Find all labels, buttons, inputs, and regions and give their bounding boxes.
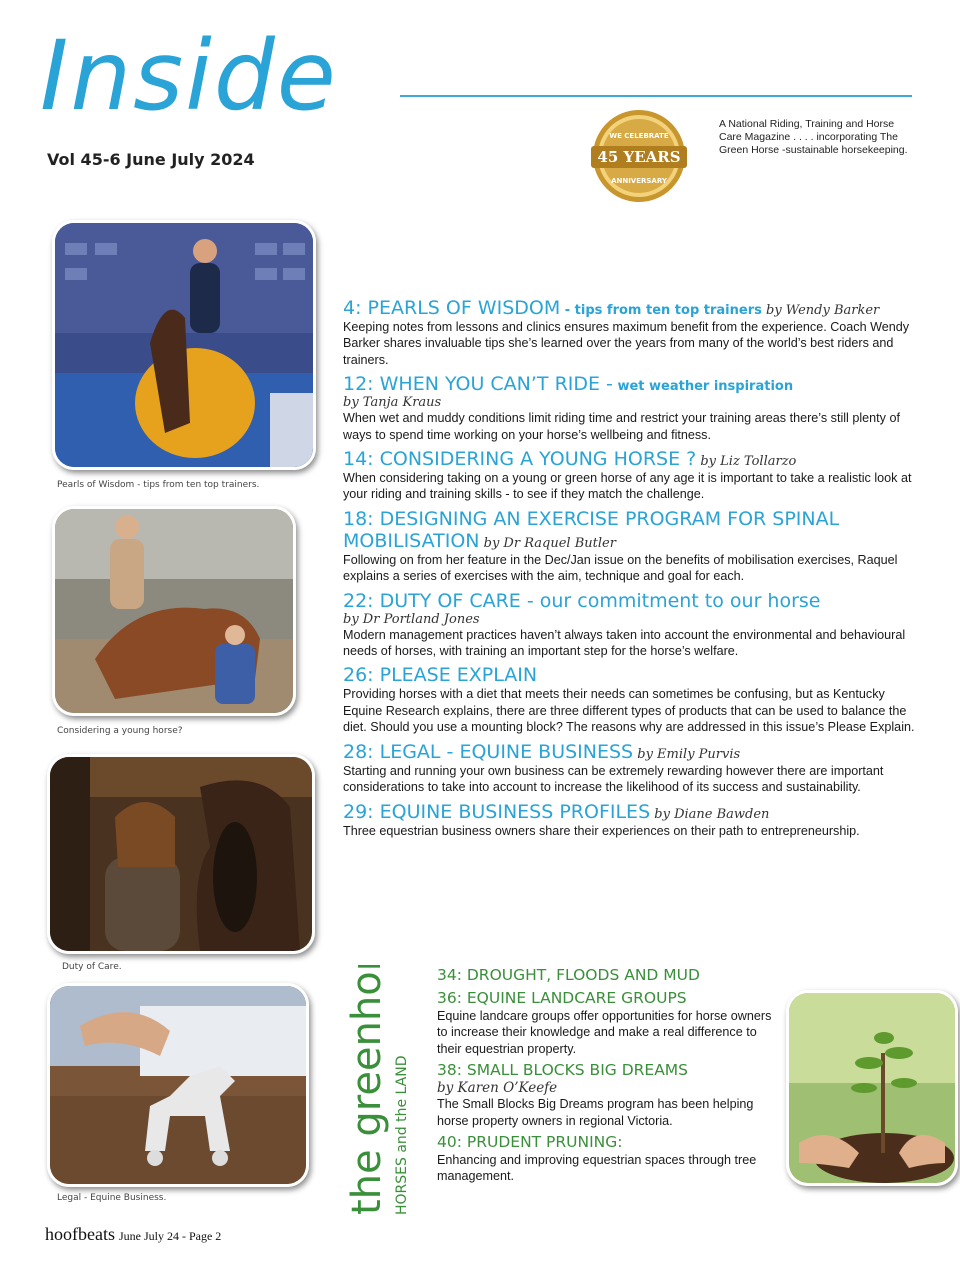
caption-pearls: Pearls of Wisdom - tips from ten top trainers. <box>57 480 260 490</box>
article-description: Following on from her feature in the Dec/Jan issue on the benefits of mobilisation exercises, Raquel explains a series of exercises with the aim, technique and goal for each. <box>343 552 898 584</box>
article-item[interactable] <box>343 508 915 585</box>
article-subtitle: - tips from ten top trainers <box>560 303 762 318</box>
article-item[interactable] <box>343 590 915 660</box>
article-description: Providing horses with a diet that meets their needs can sometimes be confusing, but as Kentucky Equine Research explains, there are three different types of products that can be used to balance the diet. Should you use a mounting block? The reasons why are addressed in this issue’s Please Explain. <box>343 687 915 735</box>
young-horse-photo <box>52 506 296 716</box>
caption-duty: Duty of Care. <box>62 962 122 972</box>
article-item[interactable] <box>343 741 915 796</box>
greenhorse-title: 34: DROUGHT, FLOODS AND MUD <box>437 966 700 984</box>
footer-page-number: June July 24 - Page 2 <box>118 1229 222 1243</box>
article-description: Modern management practices haven’t always taken into account the environmental and behavioural needs of horses, with training an important step for the horse’s welfare. <box>343 627 906 659</box>
caption-young-horse: Considering a young horse? <box>57 726 183 736</box>
article-description: Starting and running your own business can be extremely rewarding however there are important considerations to take into account to increase the likelihood of its success and sustainability. <box>343 763 884 795</box>
article-title: 26: PLEASE EXPLAIN <box>343 664 538 687</box>
greenhorse-logo-text: the greenhorse <box>344 965 390 1215</box>
issue-volume: Vol 45-6 June July 2024 <box>47 150 255 169</box>
badge-bottom-text: ANNIVERSARY <box>611 177 667 185</box>
article-author: by Emily Purvis <box>633 746 741 762</box>
greenhorse-item[interactable] <box>437 1060 777 1129</box>
badge-main-text: 45 YEARS <box>597 148 681 166</box>
greenhorse-logo <box>330 965 410 1225</box>
article-title: 18: DESIGNING AN EXERCISE PROGRAM FOR SPINAL MOBILISATION <box>343 507 840 552</box>
page-footer <box>45 1224 221 1245</box>
article-author: by Diane Bawden <box>650 806 770 822</box>
tree-planting-photo <box>786 990 958 1186</box>
article-item[interactable] <box>343 297 915 368</box>
article-list <box>343 297 915 844</box>
header-divider <box>400 95 912 97</box>
article-author: by Liz Tollarzo <box>696 454 797 470</box>
greenhorse-author: by Karen O’Keefe <box>437 1080 558 1097</box>
duty-of-care-photo <box>47 754 315 954</box>
greenhorse-item[interactable] <box>437 965 777 985</box>
greenhorse-title: 36: EQUINE LANDCARE GROUPS <box>437 989 687 1007</box>
greenhorse-description: Enhancing and improving equestrian spaces through tree management. <box>437 1153 757 1184</box>
article-item[interactable] <box>343 664 915 735</box>
footer-brand: hoofbeats <box>45 1224 115 1244</box>
article-author: by Dr Raquel Butler <box>479 535 616 551</box>
greenhorse-description: Equine landcare groups offer opportunities for horse owners to increase their knowledge and make a real difference to their equestrian property. <box>437 1009 772 1056</box>
caption-legal: Legal - Equine Business. <box>57 1193 167 1203</box>
article-item[interactable] <box>343 448 915 503</box>
greenhorse-title: 40: PRUDENT PRUNING: <box>437 1133 623 1152</box>
article-item[interactable] <box>343 373 915 443</box>
article-description: Keeping notes from lessons and clinics ensures maximum benefit from the experience. Coach Wendy Barker shares invaluable tips she’s learned over the years from many of the world’s best riders and trainers. <box>343 320 910 367</box>
greenhorse-title: 38: SMALL BLOCKS BIG DREAMS <box>437 1061 689 1080</box>
article-description: When considering taking on a young or green horse of any age it is important to take a realistic look at your riding and training skills - to see if they match the challenge. <box>343 471 912 502</box>
article-author: by Tanja Kraus <box>343 395 442 411</box>
greenhorse-item[interactable] <box>437 1132 777 1185</box>
legal-business-photo <box>47 983 309 1187</box>
article-title: 29: EQUINE BUSINESS PROFILES <box>343 800 651 823</box>
article-item[interactable] <box>343 801 915 839</box>
article-author: by Dr Portland Jones <box>343 611 480 627</box>
greenhorse-description: The Small Blocks Big Dreams program has been helping horse property owners in regional Victoria. <box>437 1097 754 1128</box>
article-description: Three equestrian business owners share their experiences on their path to entrepreneurship. <box>343 823 860 838</box>
anniversary-badge <box>583 108 695 205</box>
article-title: 12: WHEN YOU CAN’T RIDE - <box>343 373 613 396</box>
article-title: 4: PEARLS OF WISDOM <box>343 297 561 319</box>
badge-top-text: WE CELEBRATE <box>609 132 669 140</box>
article-title: 14: CONSIDERING A YOUNG HORSE ? <box>343 448 697 471</box>
pearls-photo <box>52 220 316 470</box>
article-title: 22: DUTY OF CARE - our commitment to our horse <box>343 589 821 612</box>
article-description: When wet and muddy conditions limit riding time and restrict your training areas there’s still plenty of ways to spend time working on your horse’s wellbeing and fitness. <box>343 411 900 442</box>
greenhorse-logo-subtext: HORSES and the LAND <box>394 1055 410 1215</box>
page-title: Inside <box>40 20 338 132</box>
greenhorse-item[interactable] <box>437 988 777 1057</box>
article-subtitle: wet weather inspiration <box>612 379 794 395</box>
greenhorse-article-list <box>437 965 777 1185</box>
magazine-tagline: A National Riding, Training and Horse Care Magazine . . . . incorporating The Green Horse -sustainable horsekeeping. <box>719 118 908 156</box>
article-author: by Wendy Barker <box>761 303 880 318</box>
article-title: 28: LEGAL - EQUINE BUSINESS <box>343 740 634 763</box>
